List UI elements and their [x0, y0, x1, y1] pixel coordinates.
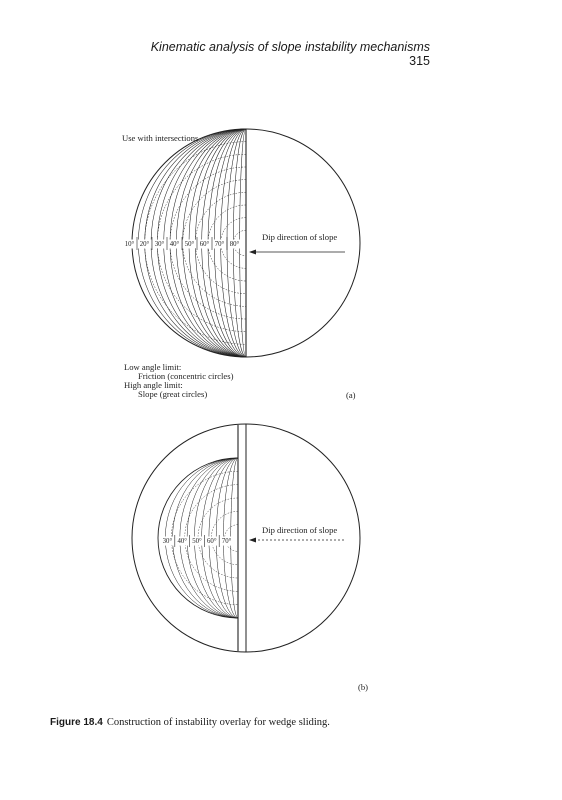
- stereonet-b: [132, 424, 368, 692]
- angle-scale-a: [123, 237, 242, 250]
- caption-text: Construction of instability overlay for wedge sliding.: [106, 717, 330, 728]
- angle-tick-label: 50°: [192, 538, 202, 545]
- angle-tick-label: 60°: [207, 538, 217, 545]
- angle-scale-b: [161, 535, 234, 547]
- angle-tick-label: 80°: [229, 241, 240, 248]
- legend-low-desc: Friction (concentric circles): [138, 371, 234, 381]
- figure-caption: [50, 717, 520, 728]
- panel-label-b: (b): [358, 682, 369, 692]
- angle-tick-label: 30°: [162, 538, 173, 545]
- stereonet-a: [122, 129, 360, 400]
- legend-high-desc: Slope (great circles): [138, 389, 208, 399]
- dip-direction-label-b: Dip direction of slope: [262, 525, 338, 535]
- dip-direction-label-a: Dip direction of slope: [262, 232, 338, 242]
- angle-tick-label: 30°: [154, 241, 165, 248]
- arrowhead-a: [249, 250, 256, 255]
- angle-tick-label: 60°: [199, 241, 210, 248]
- legend-high-title: High angle limit:: [124, 380, 183, 390]
- page-number: 315: [409, 54, 430, 68]
- angle-tick-label: 40°: [169, 241, 180, 248]
- panel-label-a: (a): [346, 390, 356, 400]
- angle-tick-label: 70°: [214, 241, 225, 248]
- use-with-intersections-label: Use with intersections: [122, 133, 199, 143]
- angle-tick-label: 50°: [184, 241, 195, 248]
- legend-low-title: Low angle limit:: [124, 362, 182, 372]
- angle-tick-label: 40°: [177, 538, 187, 545]
- arrowhead-b: [249, 538, 256, 543]
- angle-tick-label: 20°: [139, 241, 150, 248]
- figure-number: Figure 18.4: [50, 717, 103, 728]
- angle-tick-label: 10°: [124, 241, 135, 248]
- running-title: Kinematic analysis of slope instability mechanisms: [150, 40, 430, 54]
- angle-tick-label: 70°: [221, 538, 232, 545]
